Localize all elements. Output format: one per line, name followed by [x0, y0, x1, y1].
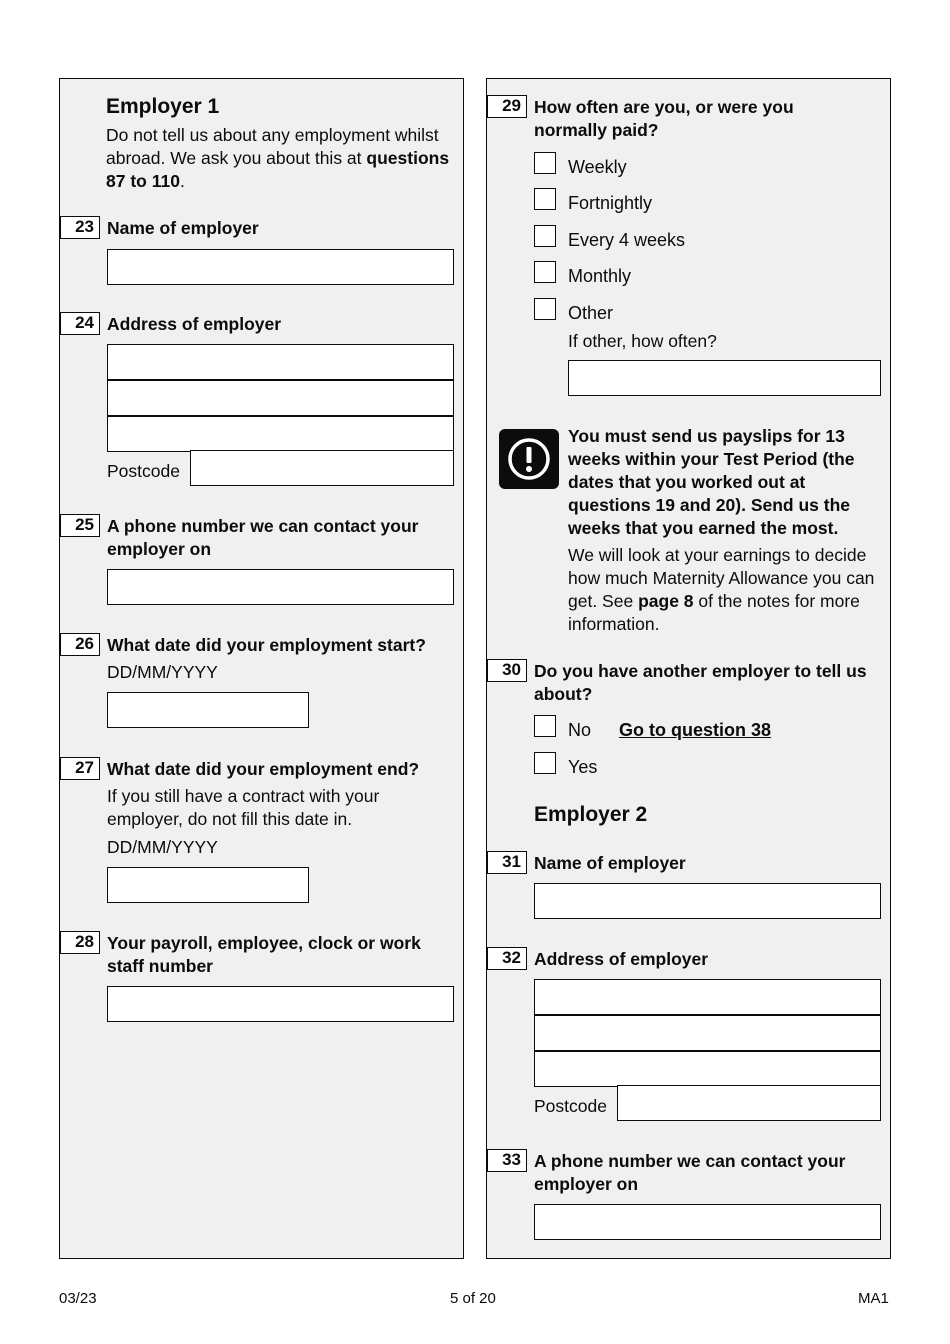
q29-other-frequency-input[interactable]: [568, 360, 881, 396]
q32-number: 32: [487, 947, 527, 970]
q33-label: A phone number we can contact your employer on: [534, 1151, 846, 1194]
q29-other-checkbox[interactable]: [534, 298, 556, 320]
q32-address-line-2[interactable]: [534, 1015, 881, 1051]
q33-phone-input[interactable]: [534, 1204, 881, 1240]
q31-number: 31: [487, 851, 527, 874]
q29-fortnightly-label: Fortnightly: [568, 193, 653, 213]
warning-bold-text: You must send us payslips for 13 weeks within your Test Period (the dates that you worked out at questions 19 and 20). Send us the weeks that you earned the most.: [568, 426, 855, 538]
q29-other-prompt: If other, how often?: [568, 331, 717, 351]
employer1-heading: Employer 1: [106, 95, 220, 118]
q32-address-line-1[interactable]: [534, 979, 881, 1015]
q30-label: Do you have another employer to tell us about?: [534, 661, 867, 704]
q27-number: 27: [60, 757, 100, 780]
q30-yes-checkbox[interactable]: [534, 752, 556, 774]
q28-label: Your payroll, employee, clock or work staff number: [107, 933, 421, 976]
q28-number: 28: [60, 931, 100, 954]
q29-fortnightly-checkbox[interactable]: [534, 188, 556, 210]
q26-start-date-input[interactable]: [107, 692, 309, 728]
q30-number: 30: [487, 659, 527, 682]
q24-postcode-input[interactable]: [190, 450, 454, 486]
q29-option-fortnightly[interactable]: [534, 187, 652, 211]
q27-end-date-input[interactable]: [107, 867, 309, 903]
employer1-intro: [106, 124, 456, 193]
employer2-heading: Employer 2: [534, 803, 648, 826]
q30-option-yes[interactable]: [534, 751, 597, 775]
footer-page-number: 5 of 20: [450, 1290, 496, 1307]
q29-option-weekly[interactable]: [534, 151, 627, 175]
q23-label: Name of employer: [107, 218, 259, 238]
q32-address-line-3[interactable]: [534, 1051, 881, 1087]
q27-format-hint: DD/MM/YYYY: [107, 837, 218, 857]
left-panel: [59, 78, 464, 1259]
q31-employer-name-input[interactable]: [534, 883, 881, 919]
q29-every-4-weeks-label: Every 4 weeks: [568, 230, 686, 250]
q25-label: A phone number we can contact your employer on: [107, 516, 419, 559]
warning-body-plain: We will look at your earnings to decide how much Maternity Allowance you can get. See: [568, 545, 875, 611]
q27-help: If you still have a contract with your employer, do not fill this date in.: [107, 786, 380, 829]
right-panel: [486, 78, 891, 1259]
q27-label: What date did your employment end?: [107, 759, 420, 779]
q23-number: 23: [60, 216, 100, 239]
q29-option-other[interactable]: [534, 297, 613, 321]
footer-date-code: 03/23: [59, 1290, 97, 1307]
q29-number: 29: [487, 95, 527, 118]
q29-monthly-label: Monthly: [568, 266, 632, 286]
q29-option-monthly[interactable]: [534, 260, 631, 284]
q26-number: 26: [60, 633, 100, 656]
q24-postcode-label: Postcode: [107, 461, 180, 481]
q29-weekly-checkbox[interactable]: [534, 152, 556, 174]
warning-body: [568, 544, 880, 636]
q29-monthly-checkbox[interactable]: [534, 261, 556, 283]
q33-number: 33: [487, 1149, 527, 1172]
q24-address-line-2[interactable]: [107, 380, 454, 416]
q29-option-every-4-weeks[interactable]: [534, 224, 685, 248]
q32-postcode-input[interactable]: [617, 1085, 881, 1121]
q29-weekly-label: Weekly: [568, 157, 627, 177]
q29-every-4-weeks-checkbox[interactable]: [534, 225, 556, 247]
exclamation-icon: [499, 429, 559, 489]
employer1-intro-bold: questions 87 to 110: [106, 148, 450, 191]
q24-label: Address of employer: [107, 314, 282, 334]
employer1-intro-end: .: [179, 171, 185, 191]
q29-label: How often are you, or were you normally paid?: [534, 97, 794, 140]
q25-number: 25: [60, 514, 100, 537]
q26-format-hint: DD/MM/YYYY: [107, 662, 218, 682]
q32-label: Address of employer: [534, 949, 709, 969]
q29-other-label: Other: [568, 303, 614, 323]
q26-label: What date did your employment start?: [107, 635, 426, 655]
q28-staff-number-input[interactable]: [107, 986, 454, 1022]
q30-yes-label: Yes: [568, 757, 598, 777]
q30-goto-link[interactable]: Go to question 38: [619, 719, 772, 740]
q24-address-line-3[interactable]: [107, 416, 454, 452]
warning-body-end: of the notes for more information.: [568, 591, 860, 634]
warning-page-ref: page 8: [638, 591, 694, 611]
q30-option-no[interactable]: [534, 714, 771, 738]
q25-phone-input[interactable]: [107, 569, 454, 605]
employer1-intro-plain: Do not tell us about any employment whilst abroad. We ask you about this at: [106, 125, 439, 168]
q24-number: 24: [60, 312, 100, 335]
q31-label: Name of employer: [534, 853, 686, 873]
q23-employer-name-input[interactable]: [107, 249, 454, 285]
q24-address-line-1[interactable]: [107, 344, 454, 380]
q32-postcode-label: Postcode: [534, 1096, 607, 1116]
footer-form-code: MA1: [858, 1290, 889, 1307]
q30-no-checkbox[interactable]: [534, 715, 556, 737]
q30-no-label: No: [568, 720, 592, 740]
